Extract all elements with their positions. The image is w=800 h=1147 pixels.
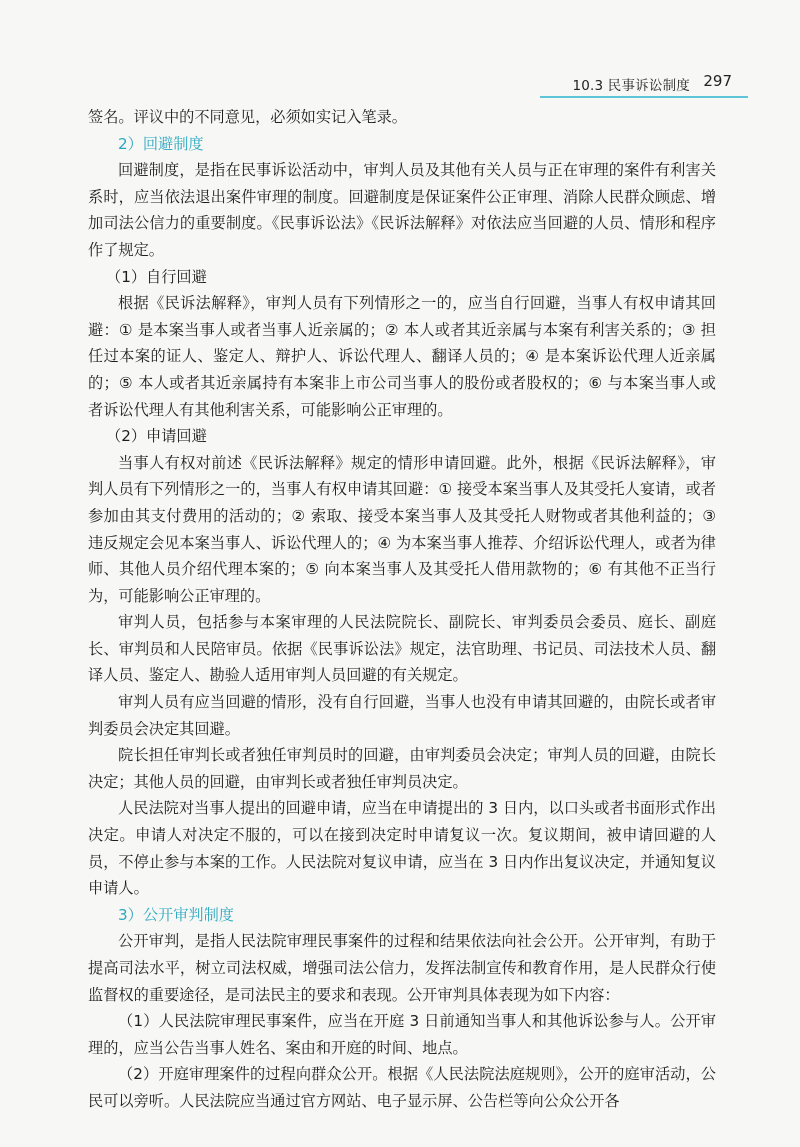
paragraph: 人民法院对当事人提出的回避申请，应当在申请提出的 3 日内，以口头或者书面形式作出决定。申请人对决定不服的，可以在接到决定时申请复议一次。复议期间，被申请回避的人员，不停止参与本案的工作。人民法院对复议申请，应当在 3 日内作出复议决定，并通知复议申请人。 <box>88 799 716 898</box>
page-body <box>88 104 716 1115</box>
paragraph: 回避制度，是指在民事诉讼活动中，审判人员及其他有关人员与正在审理的案件有利害关系时，应当依法退出案件审理的制度。回避制度是保证案件公正审理、消除人民群众顾虑、增加司法公信力的重要制度。《民事诉讼法》《民诉法解释》对依法应当回避的人员、情形和程序作了规定。 <box>88 161 716 259</box>
section-title: 10.3 民事诉讼制度 <box>572 78 690 94</box>
header-rule <box>540 96 748 98</box>
subheading-self-recusal: （1）自行回避 <box>106 267 207 286</box>
section-heading-public-trial: 3）公开审判制度 <box>118 905 234 924</box>
paragraph: （2）开庭审理案件的过程向群众公开。根据《人民法院法庭规则》，公开的庭审活动，公民可以旁听。人民法院应当通过官方网站、电子显示屏、公告栏等向公众公开各 <box>88 1065 716 1110</box>
paragraph: 根据《民诉法解释》，审判人员有下列情形之一的，应当自行回避，当事人有权申请其回避：① 是本案当事人或者当事人近亲属的；② 本人或者其近亲属与本案有利害关系的；③ 担任过本案的证人、鉴定人、辩护人、诉讼代理人、翻译人员的；④ 是本案诉讼代理人近亲属的；⑤ 本人或者其近亲属持有本案非上市公司当事人的股份或者股权的；⑥ 与本案当事人或者诉讼代理人有其他利害关系，可能影响公正审理的。 <box>88 294 716 419</box>
page-number: 297 <box>703 72 732 90</box>
paragraph: 院长担任审判长或者独任审判员时的回避，由审判委员会决定；审判人员的回避，由院长决定；其他人员的回避，由审判长或者独任审判员决定。 <box>88 746 716 791</box>
paragraph: 审判人员，包括参与本案审理的人民法院院长、副院长、审判委员会委员、庭长、副庭长、审判员和人民陪审员。依据《民事诉讼法》规定，法官助理、书记员、司法技术人员、翻译人员、鉴定人、勘验人适用审判人员回避的有关规定。 <box>88 613 716 685</box>
paragraph-continuation: 签名。评议中的不同意见，必须如实记入笔录。 <box>88 108 407 126</box>
section-heading-recusal: 2）回避制度 <box>118 134 204 153</box>
paragraph: （1）人民法院审理民事案件，应当在开庭 3 日前通知当事人和其他诉讼参与人。公开审理的，应当公告当事人姓名、案由和开庭的时间、地点。 <box>88 1012 716 1057</box>
subheading-apply-recusal: （2）申请回避 <box>106 427 207 446</box>
running-header <box>0 62 800 102</box>
paragraph: 审判人员有应当回避的情形，没有自行回避，当事人也没有申请其回避的，由院长或者审判委员会决定其回避。 <box>88 693 716 738</box>
paragraph: 当事人有权对前述《民诉法解释》规定的情形申请回避。此外，根据《民诉法解释》，审判人员有下列情形之一的，当事人有权申请其回避：① 接受本案当事人及其受托人宴请，或者参加由其支付费用的活动的；② 索取、接受本案当事人及其受托人财物或者其他利益的；③ 违反规定会见本案当事人、诉讼代理人的；④ 为本案当事人推荐、介绍诉讼代理人，或者为律师、其他人员介绍代理本案的；⑤ 向本案当事人及其受托人借用款物的；⑥ 有其他不正当行为，可能影响公正审理的。 <box>88 453 716 605</box>
paragraph: 公开审判，是指人民法院审理民事案件的过程和结果依法向社会公开。公开审判，有助于提高司法水平，树立司法权威，增强司法公信力，发挥法制宣传和教育作用，是人民群众行使监督权的重要途径，是司法民主的要求和表现。公开审判具体表现为如下内容： <box>88 932 716 1004</box>
